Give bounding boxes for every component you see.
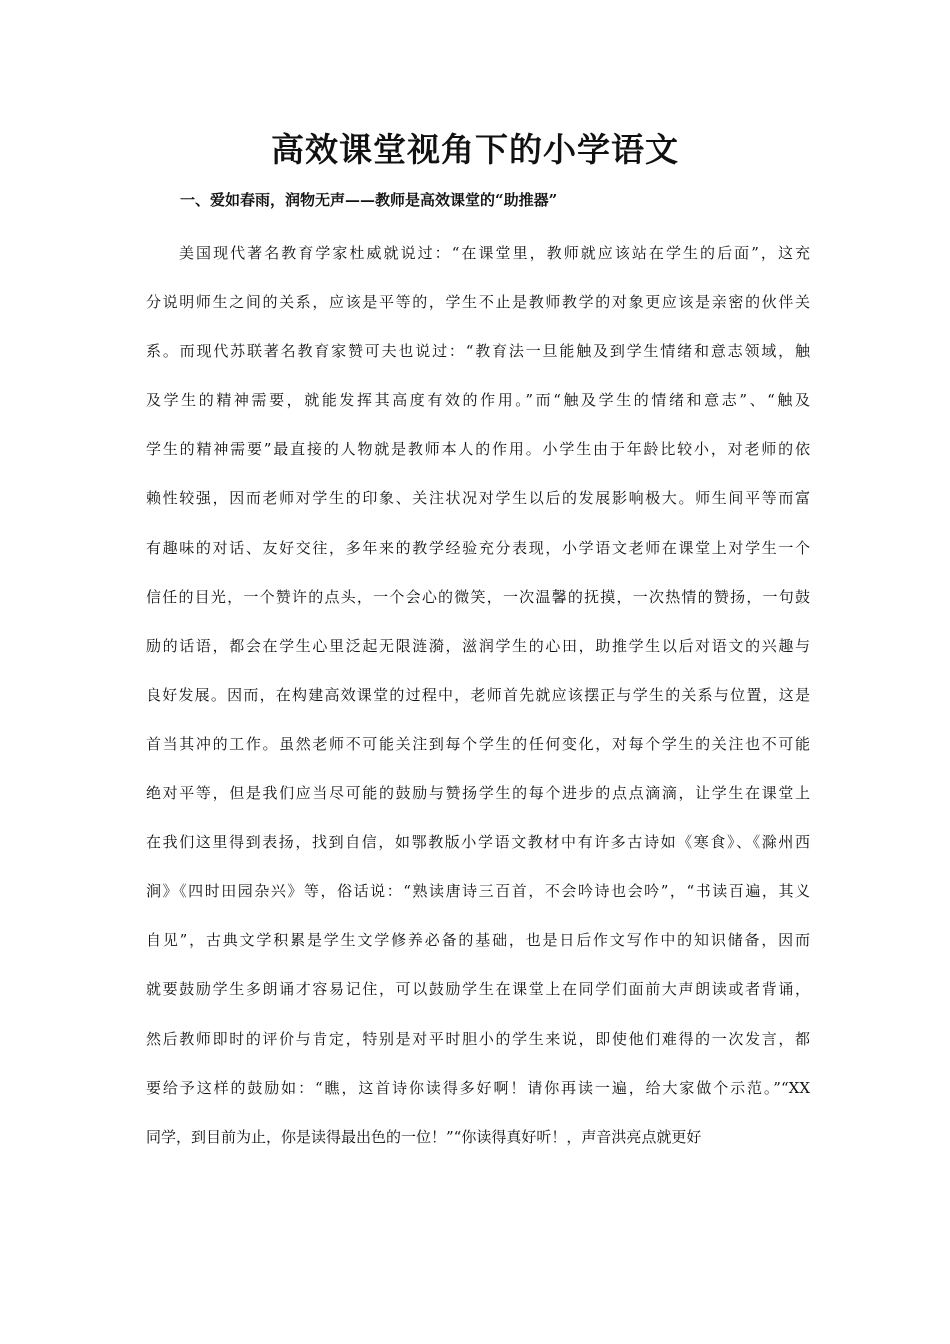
- text-line: 就要鼓励学生多朗诵才容易记住，可以鼓励学生在课堂上在同学们面前大声朗读或者背诵，: [146, 980, 810, 999]
- text-line: 自见”，古典文学积累是学生文学修养必备的基础，也是日后作文写作中的知识储备，因而: [146, 931, 810, 950]
- text-line: 首当其冲的工作。虽然老师不可能关注到每个学生的任何变化，对每个学生的关注也不可能: [146, 734, 810, 753]
- section-heading: 一、爱如春雨，润物无声——教师是高效课堂的“助推器”: [180, 191, 558, 209]
- text-line: 在我们这里得到表扬，找到自信，如鄂教版小学语文教材中有许多古诗如《寒食》、《滁州西: [146, 833, 810, 852]
- text-line: 涧》《四时田园杂兴》等，俗话说：“熟读唐诗三百首，不会吟诗也会吟”，“书读百遍，其义: [146, 882, 810, 901]
- document-title: 高效课堂视角下的小学语文: [271, 130, 679, 169]
- text-line: 及学生的精神需要，就能发挥其高度有效的作用。”而“触及学生的情绪和意志”、“触及: [146, 391, 810, 410]
- text-line: 然后教师即时的评价与肯定，特别是对平时胆小的学生来说，即使他们难得的一次发言，都: [146, 1029, 810, 1048]
- body-paragraph: [146, 239, 810, 1172]
- text-line: 励的话语，都会在学生心里泛起无限涟漪，滋润学生的心田，助推学生以后对语文的兴趣与: [146, 636, 810, 655]
- text-line: 同学，到目前为止，你是读得最出色的一位！”“你读得真好听！，声音洪亮点就更好: [146, 1127, 702, 1146]
- text-line: 绝对平等，但是我们应当尽可能的鼓励与赞扬学生的每个进步的点点滴滴，让学生在课堂上: [146, 784, 810, 803]
- text-line: 有趣味的对话、友好交往，多年来的教学经验充分表现，小学语文老师在课堂上对学生一个: [146, 538, 810, 557]
- text-line: 要给予这样的鼓励如：“瞧，这首诗你读得多好啊！请你再读一遍，给大家做个示范。”“XX: [146, 1078, 810, 1097]
- text-line: 赖性较强，因而老师对学生的印象、关注状况对学生以后的发展影响极大。师生间平等而富: [146, 489, 810, 508]
- text-line: 学生的精神需要”最直接的人物就是教师本人的作用。小学生由于年龄比较小，对老师的依: [146, 440, 810, 459]
- text-line: 美国现代著名教育学家杜威就说过：“在课堂里，教师就应该站在学生的后面”，这充: [179, 244, 810, 262]
- text-line: 分说明师生之间的关系，应该是平等的，学生不止是教师教学的对象更应该是亲密的伙伴关: [146, 293, 810, 312]
- text-line: 信任的目光，一个赞许的点头，一个会心的微笑，一次温馨的抚摸，一次热情的赞扬，一句鼓: [146, 587, 810, 606]
- text-line: 系。而现代苏联著名教育家赞可夫也说过：“教育法一旦能触及到学生情绪和意志领域，触: [146, 342, 810, 361]
- text-line: 良好发展。因而，在构建高效课堂的过程中，老师首先就应该摆正与学生的关系与位置，这是: [146, 685, 810, 704]
